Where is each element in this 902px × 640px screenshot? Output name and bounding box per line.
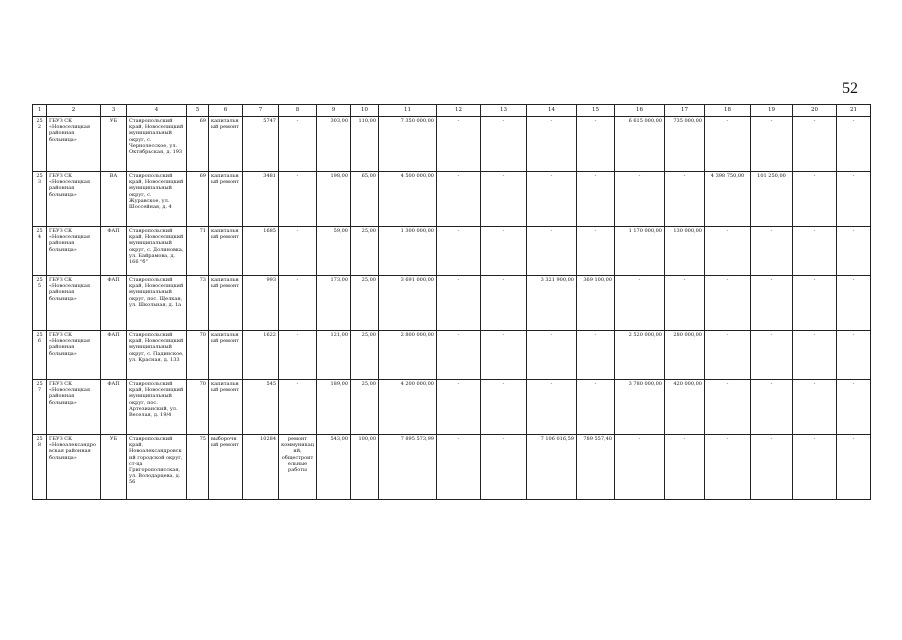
- column-header: 13: [481, 105, 527, 117]
- column-header: 17: [665, 105, 705, 117]
- table-cell: ФАП: [101, 380, 127, 435]
- table-cell: 75: [187, 435, 209, 500]
- column-header: 20: [793, 105, 837, 117]
- table-cell: -: [437, 331, 481, 380]
- table-cell: 7 895 573,99: [379, 435, 437, 500]
- table-cell: -: [705, 117, 751, 172]
- column-header: 3: [101, 105, 127, 117]
- table-cell: -: [705, 331, 751, 380]
- column-header: 2: [47, 105, 101, 117]
- table-cell: 121,00: [317, 331, 351, 380]
- table-cell: капитальный ремонт: [209, 276, 243, 331]
- table-cell: ГБУЗ СК «Новоселицкая районная больница»: [47, 172, 101, 227]
- table-cell: ФАП: [101, 276, 127, 331]
- table-cell: -: [751, 435, 793, 500]
- table-cell: 6 615 000,00: [615, 117, 665, 172]
- table-cell: -: [793, 435, 837, 500]
- table-cell: 173,00: [317, 276, 351, 331]
- table-cell: -: [437, 227, 481, 276]
- table-cell: -: [481, 331, 527, 380]
- table-cell: 100,00: [351, 435, 379, 500]
- table-cell: -: [577, 172, 615, 227]
- table-cell: капитальный ремонт: [209, 331, 243, 380]
- table-cell: 69: [187, 117, 209, 172]
- table-cell: 5747: [243, 117, 279, 172]
- table-cell: -: [481, 227, 527, 276]
- table-cell: 7 350 000,00: [379, 117, 437, 172]
- table-cell: 25,00: [351, 276, 379, 331]
- table-cell: 59,00: [317, 227, 351, 276]
- table-cell: -: [481, 172, 527, 227]
- table-cell: ФАП: [101, 227, 127, 276]
- table-cell: УБ: [101, 117, 127, 172]
- table-row: [33, 172, 871, 227]
- table-cell: -: [837, 227, 871, 276]
- table-cell: УБ: [101, 435, 127, 500]
- table-cell: 2 800 000,00: [379, 331, 437, 380]
- table-cell: Ставропольский край, Новоселицкий муниципальный округ, пос. Щелкан, ул. Школьная, д. 1а: [127, 276, 187, 331]
- table-cell: капитальный ремонт: [209, 117, 243, 172]
- table-cell: -: [837, 435, 871, 500]
- table-row: [33, 331, 871, 380]
- table-cell: 70: [187, 331, 209, 380]
- table-cell: Ставропольский край, Новоалександровский городской округ, ст-ца Григорополисская, ул. Володарцева, д. 56: [127, 435, 187, 500]
- table-cell: 73: [187, 276, 209, 331]
- table-cell: -: [437, 172, 481, 227]
- table-cell: ГБУЗ СК «Новоселицкая районная больница»: [47, 380, 101, 435]
- table-cell: -: [481, 380, 527, 435]
- table-cell: -: [279, 117, 317, 172]
- table-cell: 369 100,00: [577, 276, 615, 331]
- table-cell: -: [793, 172, 837, 227]
- column-header: 10: [351, 105, 379, 117]
- table-cell: ГБУЗ СК «Новоалександровская районная больница»: [47, 435, 101, 500]
- table-cell: -: [615, 276, 665, 331]
- table-cell: 256: [33, 331, 47, 380]
- table-cell: -: [527, 117, 577, 172]
- table-cell: 420 000,00: [665, 380, 705, 435]
- table-cell: -: [793, 380, 837, 435]
- table-cell: ремонт коммуникаций, общестроительные работы: [279, 435, 317, 500]
- table-cell: -: [615, 172, 665, 227]
- table-cell: -: [615, 435, 665, 500]
- table-cell: 253: [33, 172, 47, 227]
- table-row: [33, 117, 871, 172]
- table-row: [33, 435, 871, 500]
- table-cell: 71: [187, 227, 209, 276]
- table-cell: -: [837, 276, 871, 331]
- table-cell: -: [751, 117, 793, 172]
- table-cell: -: [279, 380, 317, 435]
- table-cell: ГБУЗ СК «Новоселицкая районная больница»: [47, 276, 101, 331]
- header-row: [33, 105, 871, 117]
- table-cell: 1685: [243, 227, 279, 276]
- table-cell: -: [751, 276, 793, 331]
- table-cell: 189,00: [317, 380, 351, 435]
- table-cell: -: [527, 172, 577, 227]
- table-cell: 280 000,00: [665, 331, 705, 380]
- table-cell: -: [793, 117, 837, 172]
- table-cell: ГБУЗ СК «Новоселицкая районная больница»: [47, 117, 101, 172]
- table-cell: 7 106 016,59: [527, 435, 577, 500]
- table-cell: 110,00: [351, 117, 379, 172]
- column-header: 19: [751, 105, 793, 117]
- table-row: [33, 276, 871, 331]
- registry-table: [32, 104, 871, 500]
- table-cell: -: [279, 331, 317, 380]
- column-header: 1: [33, 105, 47, 117]
- table-cell: ФАП: [101, 331, 127, 380]
- column-header: 21: [837, 105, 871, 117]
- table-cell: 101 250,00: [751, 172, 793, 227]
- table-cell: 258: [33, 435, 47, 500]
- table-cell: 69: [187, 172, 209, 227]
- table-cell: -: [577, 380, 615, 435]
- table-cell: 993: [243, 276, 279, 331]
- table-cell: -: [437, 117, 481, 172]
- column-header: 8: [279, 105, 317, 117]
- column-header: 6: [209, 105, 243, 117]
- table-cell: 65,00: [351, 172, 379, 227]
- column-header: 18: [705, 105, 751, 117]
- table-cell: -: [665, 435, 705, 500]
- column-header: 9: [317, 105, 351, 117]
- table-cell: Ставропольский край, Новоселицкий муниципальный округ, с. Чернолесское, ул. Октябрьская, д. 193: [127, 117, 187, 172]
- table-cell: -: [279, 276, 317, 331]
- table-cell: -: [437, 380, 481, 435]
- table-cell: -: [481, 117, 527, 172]
- column-header: 5: [187, 105, 209, 117]
- table-cell: -: [665, 276, 705, 331]
- table-cell: -: [527, 380, 577, 435]
- column-header: 12: [437, 105, 481, 117]
- table-cell: 735 000,00: [665, 117, 705, 172]
- table-cell: 257: [33, 380, 47, 435]
- table-cell: -: [437, 435, 481, 500]
- table-cell: 10284: [243, 435, 279, 500]
- table-cell: -: [481, 276, 527, 331]
- page-number: 52: [842, 80, 858, 97]
- table-cell: 1622: [243, 331, 279, 380]
- table-cell: 3 691 000,00: [379, 276, 437, 331]
- table-cell: ГБУЗ СК «Новоселицкая районная больница»: [47, 227, 101, 276]
- table-row: [33, 380, 871, 435]
- table-cell: 2 520 000,00: [615, 331, 665, 380]
- column-header: 7: [243, 105, 279, 117]
- table-cell: -: [527, 227, 577, 276]
- table-cell: 4 200 000,00: [379, 380, 437, 435]
- table-cell: -: [837, 172, 871, 227]
- table-cell: 543,00: [317, 435, 351, 500]
- table-cell: -: [793, 276, 837, 331]
- table-cell: 25,00: [351, 227, 379, 276]
- table-cell: -: [577, 117, 615, 172]
- table-cell: -: [793, 227, 837, 276]
- table-cell: -: [665, 172, 705, 227]
- table-cell: Ставропольский край, Новоселицкий муниципальный округ, с. Долиновка, ул. Байрамова, д. 166 "б": [127, 227, 187, 276]
- table-cell: 25,00: [351, 331, 379, 380]
- table-cell: -: [705, 435, 751, 500]
- table-cell: -: [751, 227, 793, 276]
- table-cell: 130 000,00: [665, 227, 705, 276]
- table-cell: 3 321 900,00: [527, 276, 577, 331]
- table-cell: Ставропольский край, Новоселицкий муниципальный округ, с. Журавское, ул. Шоссейная, д. 4: [127, 172, 187, 227]
- table-cell: -: [751, 380, 793, 435]
- table-cell: 25,00: [351, 380, 379, 435]
- table-cell: Ставропольский край, Новоселицкий муниципальный округ, пос. Артезианский, ул. Веселая, д. 19/4: [127, 380, 187, 435]
- column-header: 15: [577, 105, 615, 117]
- table-cell: -: [437, 276, 481, 331]
- table-cell: 255: [33, 276, 47, 331]
- table-cell: 1 170 000,00: [615, 227, 665, 276]
- table-cell: ВА: [101, 172, 127, 227]
- table-cell: 789 557,40: [577, 435, 615, 500]
- table-cell: капитальный ремонт: [209, 227, 243, 276]
- table-cell: -: [751, 331, 793, 380]
- table-cell: -: [577, 227, 615, 276]
- table-cell: -: [481, 435, 527, 500]
- table-cell: 3481: [243, 172, 279, 227]
- table-cell: 70: [187, 380, 209, 435]
- table-cell: ГБУЗ СК «Новоселицкая районная больница»: [47, 331, 101, 380]
- table-cell: капитальный ремонт: [209, 172, 243, 227]
- column-header: 11: [379, 105, 437, 117]
- column-header: 14: [527, 105, 577, 117]
- table-cell: -: [705, 276, 751, 331]
- table-cell: -: [279, 172, 317, 227]
- table-cell: 4 500 000,00: [379, 172, 437, 227]
- table-body: [33, 117, 871, 500]
- table-cell: 254: [33, 227, 47, 276]
- table-cell: Ставропольский край, Новоселицкий муниципальный округ, с. Падинское, ул. Красная, д. 133: [127, 331, 187, 380]
- table-cell: -: [705, 380, 751, 435]
- table-cell: 4 398 750,00: [705, 172, 751, 227]
- table-cell: выборочный ремонт: [209, 435, 243, 500]
- table-cell: 252: [33, 117, 47, 172]
- table-cell: -: [793, 331, 837, 380]
- table-cell: 1 300 000,00: [379, 227, 437, 276]
- table-cell: 198,00: [317, 172, 351, 227]
- table-cell: 3 780 000,00: [615, 380, 665, 435]
- table-cell: -: [279, 227, 317, 276]
- table-cell: 545: [243, 380, 279, 435]
- table-cell: -: [577, 331, 615, 380]
- column-header: 4: [127, 105, 187, 117]
- column-header: 16: [615, 105, 665, 117]
- table-row: [33, 227, 871, 276]
- table-cell: -: [705, 227, 751, 276]
- table-cell: капитальный ремонт: [209, 380, 243, 435]
- table-cell: -: [837, 380, 871, 435]
- table-cell: -: [527, 331, 577, 380]
- table-cell: -: [837, 117, 871, 172]
- table-cell: -: [837, 331, 871, 380]
- table-cell: 303,00: [317, 117, 351, 172]
